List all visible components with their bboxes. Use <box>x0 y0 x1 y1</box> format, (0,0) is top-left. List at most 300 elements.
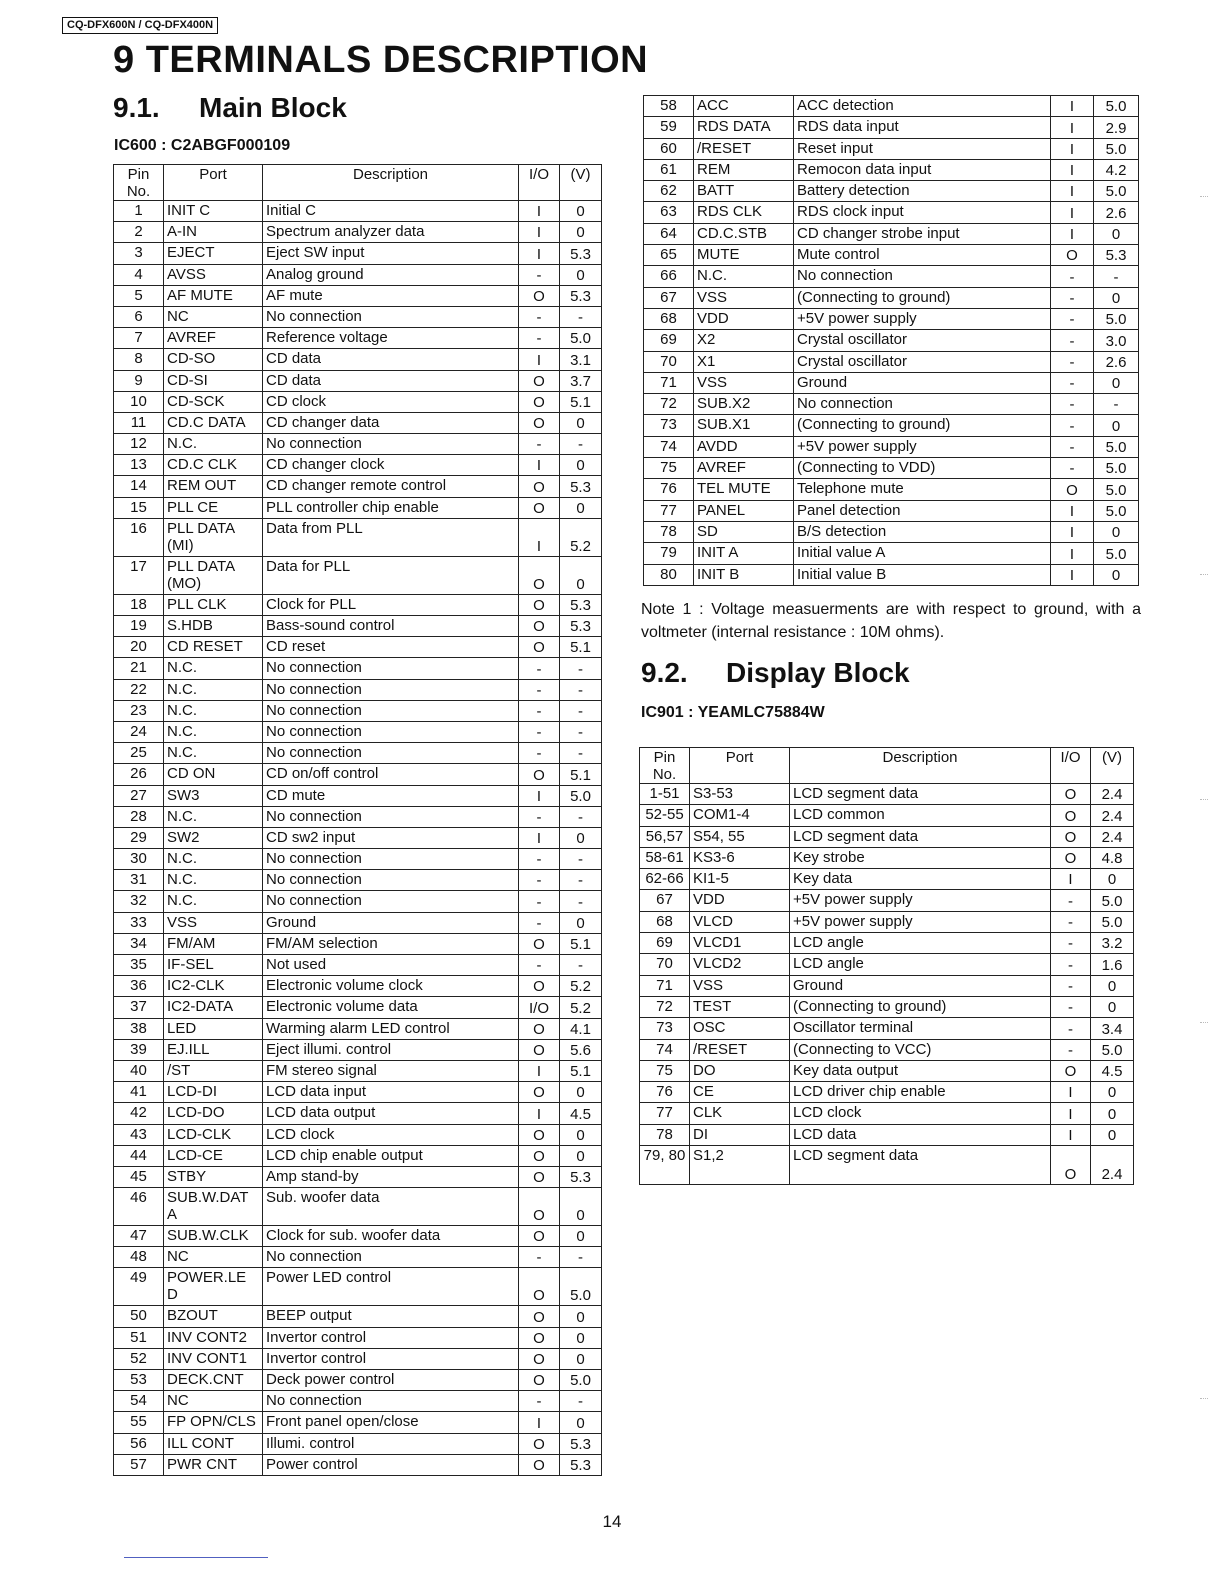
port-cell: S54, 55 <box>690 826 790 847</box>
port-column-header: Port <box>164 165 263 201</box>
description-cell: LCD chip enable output <box>263 1145 519 1166</box>
table-row <box>114 891 602 912</box>
voltage-cell: - <box>560 849 602 870</box>
pin-number-cell: 4 <box>114 264 164 285</box>
pin-number-cell: 13 <box>114 455 164 476</box>
voltage-cell: - <box>560 721 602 742</box>
voltage-cell: 4.8 <box>1091 847 1134 868</box>
table-row <box>114 1268 602 1306</box>
table-row <box>114 785 602 806</box>
io-cell: - <box>519 679 560 700</box>
voltage-cell: 4.2 <box>1094 159 1139 180</box>
io-cell: I <box>1051 96 1094 117</box>
voltage-cell: - <box>560 870 602 891</box>
voltage-cell: 0 <box>1091 1103 1134 1124</box>
table-row <box>640 890 1134 911</box>
table-row <box>640 847 1134 868</box>
voltage-note: Note 1 : Voltage measuerments are with respect to ground, with a voltmeter (internal resistance : 10M ohms). <box>641 601 1141 641</box>
io-cell: I <box>1051 138 1094 159</box>
io-cell: O <box>519 1188 560 1226</box>
description-cell: Ground <box>263 912 519 933</box>
io-cell: - <box>519 1247 560 1268</box>
table-row <box>114 721 602 742</box>
description-column-header: Description <box>790 748 1051 784</box>
io-cell: - <box>1051 351 1094 372</box>
pin-number-cell: 53 <box>114 1370 164 1391</box>
pin-number-cell: 72 <box>644 394 694 415</box>
io-cell: - <box>519 955 560 976</box>
table-row <box>114 349 602 370</box>
table-row <box>644 394 1139 415</box>
port-cell: N.C. <box>164 721 263 742</box>
port-cell: X2 <box>694 330 794 351</box>
voltage-cell: 5.6 <box>560 1039 602 1060</box>
voltage-cell: 5.3 <box>560 1433 602 1454</box>
table-row <box>644 458 1139 479</box>
display-block-table <box>639 747 1134 1185</box>
port-cell: SD <box>694 521 794 542</box>
io-cell: O <box>519 370 560 391</box>
port-cell: N.C. <box>164 849 263 870</box>
port-cell: VSS <box>690 975 790 996</box>
pin-number-cell: 36 <box>114 976 164 997</box>
io-cell: O <box>519 1327 560 1348</box>
table-row <box>114 912 602 933</box>
port-cell: AVDD <box>694 436 794 457</box>
io-cell: I <box>519 827 560 848</box>
io-cell: - <box>1051 436 1094 457</box>
description-cell: (Connecting to VCC) <box>790 1039 1051 1060</box>
table-row <box>640 975 1134 996</box>
description-cell: No connection <box>263 679 519 700</box>
table-row <box>640 996 1134 1017</box>
voltage-cell: 3.7 <box>560 370 602 391</box>
pin-number-cell: 75 <box>640 1060 690 1081</box>
pin-number-cell: 32 <box>114 891 164 912</box>
io-cell: - <box>519 328 560 349</box>
table-row <box>114 434 602 455</box>
port-cell: REM <box>694 159 794 180</box>
voltage-cell: - <box>560 806 602 827</box>
io-cell: I <box>1051 1082 1091 1103</box>
io-cell: O <box>1051 479 1094 500</box>
pin-number-cell: 54 <box>114 1391 164 1412</box>
page-number: 14 <box>602 1512 622 1531</box>
pin-number-cell: 63 <box>644 202 694 223</box>
io-cell: - <box>1051 975 1091 996</box>
io-cell: O <box>519 1370 560 1391</box>
io-cell: O <box>519 616 560 637</box>
description-cell: No connection <box>263 434 519 455</box>
voltage-cell: 0 <box>1094 521 1139 542</box>
description-cell: Initial value B <box>794 564 1051 585</box>
description-cell: LCD data output <box>263 1103 519 1124</box>
table-row <box>114 1145 602 1166</box>
table-row <box>640 1124 1134 1145</box>
description-cell: AF mute <box>263 285 519 306</box>
table-row <box>114 1103 602 1124</box>
voltage-cell: 0 <box>560 1306 602 1327</box>
pin-number-cell: 70 <box>644 351 694 372</box>
pin-number-cell: 80 <box>644 564 694 585</box>
main-block-heading-text: Main Block <box>199 92 347 123</box>
voltage-cell: 0 <box>1091 1082 1134 1103</box>
pin-number-cell: 34 <box>114 933 164 954</box>
voltage-cell: 0 <box>1094 415 1139 436</box>
pin-number-cell: 6 <box>114 306 164 327</box>
table-row <box>644 479 1139 500</box>
voltage-cell: 2.6 <box>1094 202 1139 223</box>
port-cell: NC <box>164 306 263 327</box>
pin-number-cell: 52 <box>114 1348 164 1369</box>
io-cell: I <box>519 785 560 806</box>
pin-number-cell: 31 <box>114 870 164 891</box>
description-cell: FM stereo signal <box>263 1060 519 1081</box>
io-cell: I <box>1051 117 1094 138</box>
io-cell: O <box>519 1018 560 1039</box>
description-cell: Clock for sub. woofer data <box>263 1226 519 1247</box>
io-cell: - <box>519 264 560 285</box>
description-cell: Electronic volume clock <box>263 976 519 997</box>
port-cell: SUB.W.DAT A <box>164 1188 263 1226</box>
voltage-cell: - <box>560 891 602 912</box>
table-row <box>114 637 602 658</box>
io-cell: O <box>519 976 560 997</box>
table-row <box>644 351 1139 372</box>
table-row <box>114 497 602 518</box>
voltage-cell: 5.0 <box>1094 96 1139 117</box>
port-cell: TEST <box>690 996 790 1017</box>
table-row <box>644 138 1139 159</box>
table-row <box>640 1082 1134 1103</box>
voltage-cell: 3.4 <box>1091 1018 1134 1039</box>
voltage-cell: 0 <box>560 1082 602 1103</box>
io-cell: I <box>519 1103 560 1124</box>
pin-number-cell: 69 <box>640 933 690 954</box>
io-cell: I <box>1051 869 1091 890</box>
description-cell: B/S detection <box>794 521 1051 542</box>
voltage-cell: 0 <box>1094 223 1139 244</box>
pin-number-cell: 67 <box>640 890 690 911</box>
io-cell: O <box>519 594 560 615</box>
io-cell: O <box>519 1082 560 1103</box>
table-row <box>114 1454 602 1475</box>
io-cell: O <box>519 1268 560 1306</box>
pin-number-cell: 71 <box>644 372 694 393</box>
table-row <box>644 287 1139 308</box>
pin-number-cell: 22 <box>114 679 164 700</box>
description-column-header: Description <box>263 165 519 201</box>
pin-number-cell: 47 <box>114 1226 164 1247</box>
pin-number-cell: 16 <box>114 518 164 556</box>
pin-column-header: Pin No. <box>114 165 164 201</box>
description-cell: No connection <box>263 849 519 870</box>
description-cell: Battery detection <box>794 181 1051 202</box>
io-cell: - <box>1051 415 1094 436</box>
pin-number-cell: 41 <box>114 1082 164 1103</box>
io-cell: O <box>519 1039 560 1060</box>
pin-number-cell: 24 <box>114 721 164 742</box>
pin-number-cell: 62 <box>644 181 694 202</box>
io-cell: O <box>519 391 560 412</box>
voltage-column-header: (V) <box>1091 748 1134 784</box>
port-cell: N.C. <box>164 806 263 827</box>
io-cell: I <box>1051 1103 1091 1124</box>
voltage-cell: 5.0 <box>1091 890 1134 911</box>
table-row <box>114 1226 602 1247</box>
io-cell: I <box>1051 181 1094 202</box>
voltage-cell: 0 <box>560 1412 602 1433</box>
voltage-cell: 5.0 <box>560 785 602 806</box>
io-cell: O <box>519 1145 560 1166</box>
io-cell: I <box>1051 521 1094 542</box>
io-cell: I <box>519 1060 560 1081</box>
table-row <box>114 476 602 497</box>
port-cell: KS3-6 <box>690 847 790 868</box>
pin-number-cell: 1-51 <box>640 784 690 805</box>
voltage-cell: 5.3 <box>560 285 602 306</box>
port-cell: PWR CNT <box>164 1454 263 1475</box>
pin-number-cell: 12 <box>114 434 164 455</box>
port-cell: VSS <box>694 287 794 308</box>
voltage-cell: 5.2 <box>560 976 602 997</box>
port-cell: S.HDB <box>164 616 263 637</box>
display-block-heading <box>641 657 910 689</box>
port-cell: CD ON <box>164 764 263 785</box>
description-cell: Data for PLL <box>263 556 519 594</box>
table-row <box>114 1247 602 1268</box>
table-row <box>644 202 1139 223</box>
pin-number-cell: 55 <box>114 1412 164 1433</box>
table-row <box>640 1039 1134 1060</box>
table-row <box>640 805 1134 826</box>
description-cell: +5V power supply <box>794 308 1051 329</box>
table-row <box>114 849 602 870</box>
voltage-cell: 0 <box>1091 1124 1134 1145</box>
table-row <box>114 806 602 827</box>
table-row <box>644 564 1139 585</box>
voltage-cell: 0 <box>560 1124 602 1145</box>
io-cell: - <box>519 1391 560 1412</box>
scan-edge-mark <box>1200 574 1208 575</box>
footer-rule <box>124 1557 268 1558</box>
io-cell: - <box>519 306 560 327</box>
io-cell: O <box>519 412 560 433</box>
main-block-ic-label: IC600 : C2ABGF000109 <box>114 137 291 154</box>
port-cell: VSS <box>164 912 263 933</box>
description-cell: LCD data <box>790 1124 1051 1145</box>
pin-number-cell: 10 <box>114 391 164 412</box>
voltage-cell: - <box>560 700 602 721</box>
description-cell: Power control <box>263 1454 519 1475</box>
pin-number-cell: 46 <box>114 1188 164 1226</box>
voltage-cell: 5.1 <box>560 637 602 658</box>
description-cell: RDS clock input <box>794 202 1051 223</box>
port-cell: CD.C.STB <box>694 223 794 244</box>
description-cell: Key data <box>790 869 1051 890</box>
table-row <box>114 700 602 721</box>
pin-number-cell: 77 <box>640 1103 690 1124</box>
voltage-cell: 5.0 <box>1094 436 1139 457</box>
io-cell: - <box>1051 890 1091 911</box>
table-row <box>644 96 1139 117</box>
port-cell: RDS DATA <box>694 117 794 138</box>
display-block-heading-text: Display Block <box>726 657 910 688</box>
description-cell: CD changer remote control <box>263 476 519 497</box>
port-cell: VLCD2 <box>690 954 790 975</box>
description-cell: LCD clock <box>790 1103 1051 1124</box>
port-cell: LCD-DI <box>164 1082 263 1103</box>
description-cell: LCD clock <box>263 1124 519 1145</box>
table-row <box>114 976 602 997</box>
port-cell: CD RESET <box>164 637 263 658</box>
description-cell: Invertor control <box>263 1327 519 1348</box>
pin-number-cell: 25 <box>114 743 164 764</box>
description-cell: No connection <box>263 891 519 912</box>
port-cell: AVREF <box>694 458 794 479</box>
voltage-cell: 0 <box>560 201 602 222</box>
table-row <box>644 436 1139 457</box>
voltage-cell: 3.1 <box>560 349 602 370</box>
description-cell: Key data output <box>790 1060 1051 1081</box>
port-cell: RDS CLK <box>694 202 794 223</box>
description-cell: +5V power supply <box>790 890 1051 911</box>
description-cell: Deck power control <box>263 1370 519 1391</box>
port-cell: A-IN <box>164 222 263 243</box>
table-row <box>114 201 602 222</box>
voltage-cell: 0 <box>560 1348 602 1369</box>
port-cell: /RESET <box>694 138 794 159</box>
table-row <box>114 264 602 285</box>
page-title: 9 TERMINALS DESCRIPTION <box>113 39 649 81</box>
table-row <box>114 1327 602 1348</box>
description-cell: CD sw2 input <box>263 827 519 848</box>
io-cell: - <box>1051 1018 1091 1039</box>
pin-number-cell: 18 <box>114 594 164 615</box>
port-cell: CD-SCK <box>164 391 263 412</box>
table-row <box>114 1166 602 1187</box>
pin-number-cell: 2 <box>114 222 164 243</box>
voltage-cell: 5.0 <box>1094 458 1139 479</box>
description-cell: CD changer strobe input <box>794 223 1051 244</box>
voltage-cell: 5.0 <box>1094 543 1139 564</box>
pin-number-cell: 8 <box>114 349 164 370</box>
pin-number-cell: 76 <box>644 479 694 500</box>
voltage-cell: 3.2 <box>1091 933 1134 954</box>
port-cell: DO <box>690 1060 790 1081</box>
pin-number-cell: 35 <box>114 955 164 976</box>
description-cell: LCD common <box>790 805 1051 826</box>
port-cell: N.C. <box>164 658 263 679</box>
table-row <box>644 372 1139 393</box>
table-row <box>114 997 602 1018</box>
main-block-header-row <box>114 165 602 201</box>
port-cell: DECK.CNT <box>164 1370 263 1391</box>
port-cell: KI1-5 <box>690 869 790 890</box>
voltage-cell: - <box>560 955 602 976</box>
pin-number-cell: 67 <box>644 287 694 308</box>
table-row <box>114 518 602 556</box>
table-row <box>644 521 1139 542</box>
pin-number-cell: 43 <box>114 1124 164 1145</box>
description-cell: CD changer data <box>263 412 519 433</box>
table-row <box>640 1146 1134 1185</box>
voltage-cell: - <box>560 1247 602 1268</box>
voltage-cell: - <box>560 679 602 700</box>
io-cell: O <box>1051 847 1091 868</box>
pin-number-cell: 52-55 <box>640 805 690 826</box>
port-cell: DI <box>690 1124 790 1145</box>
io-cell: O <box>519 497 560 518</box>
table-row <box>644 266 1139 287</box>
io-cell: - <box>519 721 560 742</box>
voltage-cell: 4.5 <box>1091 1060 1134 1081</box>
description-cell: Power LED control <box>263 1268 519 1306</box>
pin-number-cell: 26 <box>114 764 164 785</box>
pin-number-cell: 51 <box>114 1327 164 1348</box>
io-cell: O <box>519 637 560 658</box>
port-cell: CD.C DATA <box>164 412 263 433</box>
port-cell: VLCD1 <box>690 933 790 954</box>
voltage-cell: 3.0 <box>1094 330 1139 351</box>
table-row <box>114 243 602 264</box>
description-cell: No connection <box>263 806 519 827</box>
io-cell: O <box>519 933 560 954</box>
voltage-cell: 5.1 <box>560 764 602 785</box>
port-cell: POWER.LE D <box>164 1268 263 1306</box>
description-cell: No connection <box>794 394 1051 415</box>
pin-number-cell: 78 <box>644 521 694 542</box>
voltage-cell: 4.5 <box>560 1103 602 1124</box>
io-cell: - <box>519 743 560 764</box>
io-cell: I <box>1051 1124 1091 1145</box>
port-cell: IF-SEL <box>164 955 263 976</box>
voltage-cell: 5.2 <box>560 518 602 556</box>
table-row <box>114 285 602 306</box>
io-cell: O <box>519 1306 560 1327</box>
voltage-cell: 0 <box>560 222 602 243</box>
description-cell: Panel detection <box>794 500 1051 521</box>
pin-number-cell: 20 <box>114 637 164 658</box>
pin-number-cell: 45 <box>114 1166 164 1187</box>
port-cell: BZOUT <box>164 1306 263 1327</box>
description-cell: LCD angle <box>790 933 1051 954</box>
table-row <box>114 1412 602 1433</box>
table-row <box>114 412 602 433</box>
description-cell: CD data <box>263 349 519 370</box>
voltage-cell: 0 <box>560 264 602 285</box>
port-cell: S1,2 <box>690 1146 790 1185</box>
pin-number-cell: 68 <box>640 911 690 932</box>
pin-number-cell: 9 <box>114 370 164 391</box>
description-cell: Key strobe <box>790 847 1051 868</box>
description-cell: LCD segment data <box>790 1146 1051 1185</box>
description-cell: No connection <box>263 870 519 891</box>
description-cell: Invertor control <box>263 1348 519 1369</box>
io-cell: - <box>1051 1039 1091 1060</box>
description-cell: +5V power supply <box>790 911 1051 932</box>
voltage-cell: 5.0 <box>1094 500 1139 521</box>
pin-number-cell: 75 <box>644 458 694 479</box>
description-cell: (Connecting to VDD) <box>794 458 1051 479</box>
description-cell: Eject illumi. control <box>263 1039 519 1060</box>
table-row <box>114 556 602 594</box>
pin-number-cell: 59 <box>644 117 694 138</box>
voltage-cell: 2.4 <box>1091 1146 1134 1185</box>
io-cell: O <box>519 1166 560 1187</box>
io-cell: O <box>519 556 560 594</box>
io-cell: O <box>1051 826 1091 847</box>
